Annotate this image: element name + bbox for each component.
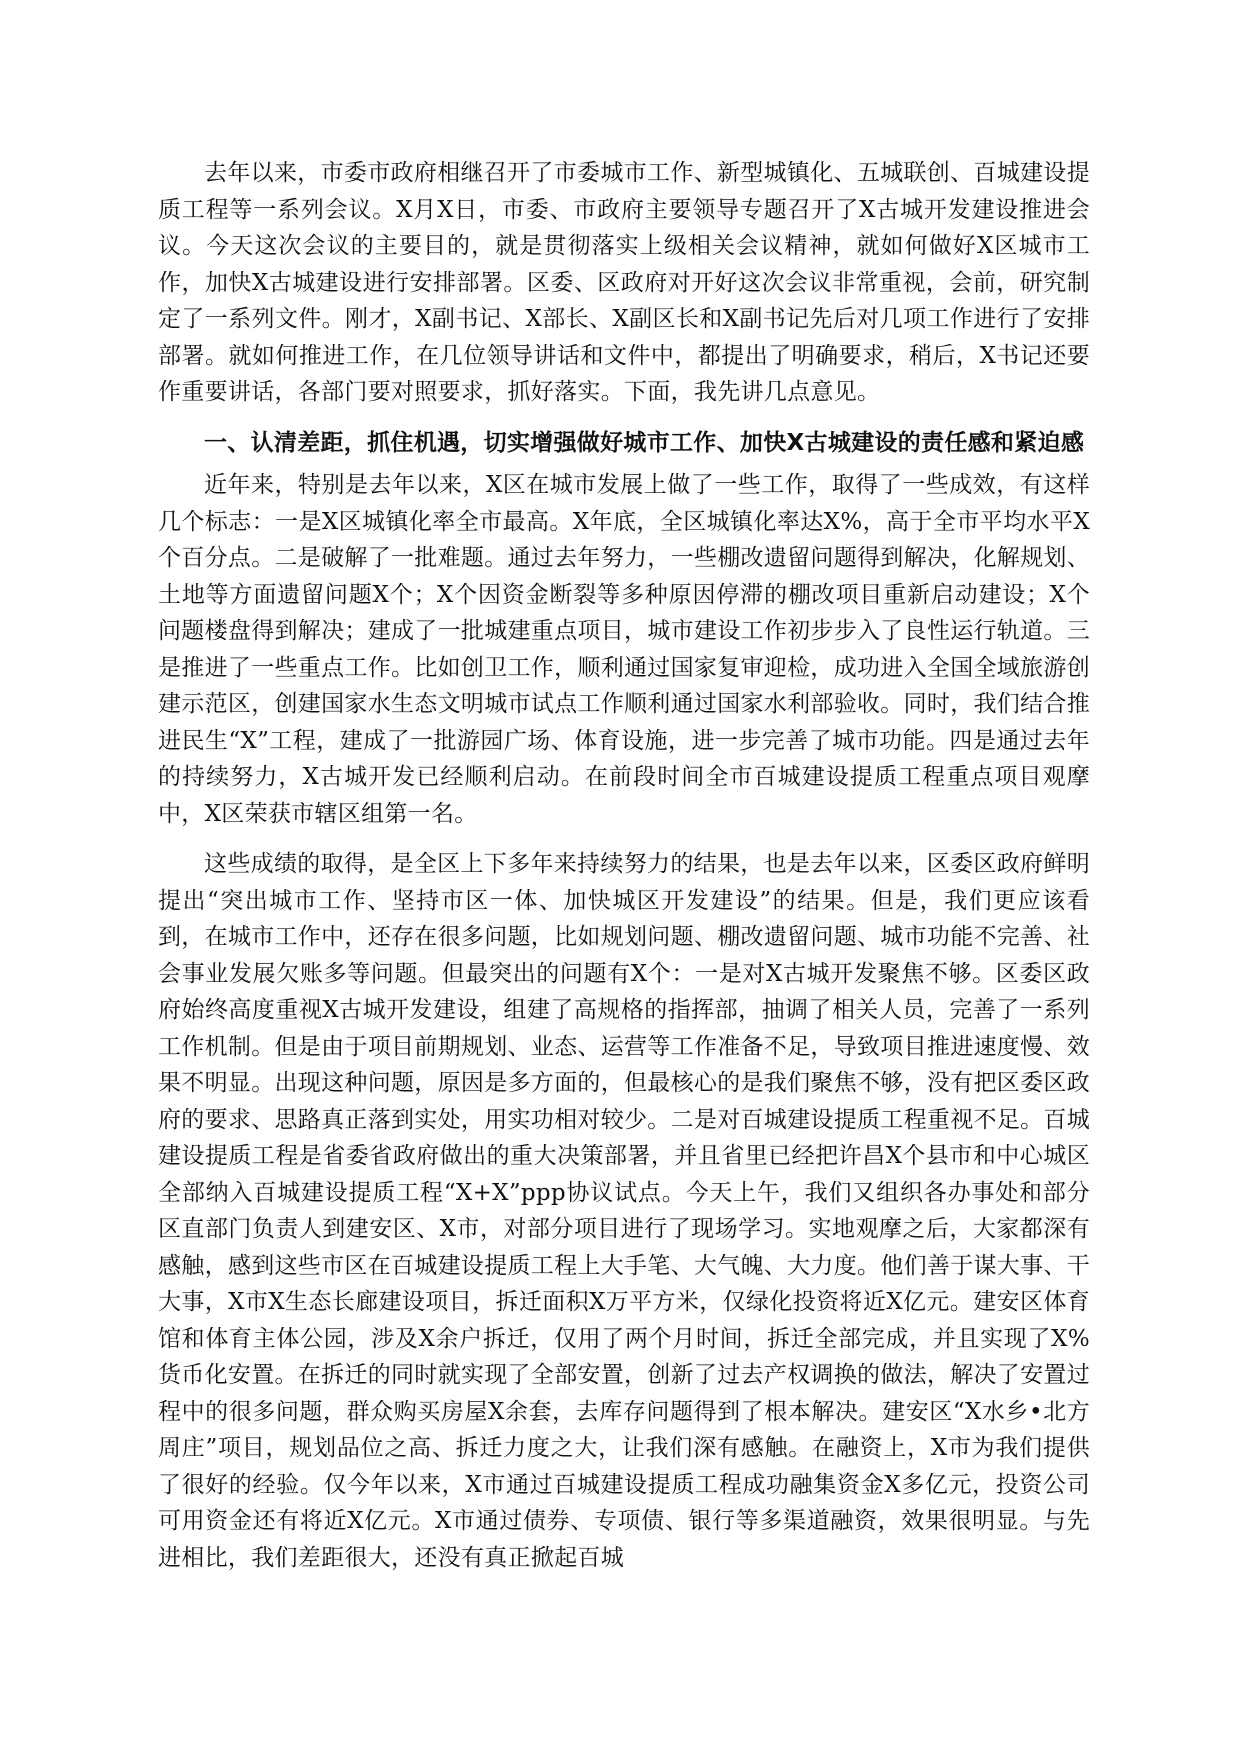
section1-paragraph-2: 这些成绩的取得，是全区上下多年来持续努力的结果，也是去年以来，区委区政府鲜明提出“突出城市工作、坚持市区一体、加快城区开发建设”的结果。但是，我们更应该看到，在城市工作中，还存在很多问题，比如规划问题、棚改遗留问题、城市功能不完善、社会事业发展欠账多等问题。但最突出的问题有X个：一是对X古城开发聚焦不够。区委区政府始终高度重视X古城开发建设，组建了高规格的指挥部，抽调了相关人员，完善了一系列工作机制。但是由于项目前期规划、业态、运营等工作准备不足，导致项目推进速度慢、效果不明显。出现这种问题，原因是多方面的，但最核心的是我们聚焦不够，没有把区委区政府的要求、思路真正落到实处，用实功相对较少。二是对百城建设提质工程重视不足。百城建设提质工程是省委省政府做出的重大决策部署，并且省里已经把许昌X个县市和中心城区全部纳入百城建设提质工程“X+X”ppp协议试点。今天上午，我们又组织各办事处和部分区直部门负责人到建安区、X市，对部分项目进行了现场学习。实地观摩之后，大家都深有感触，感到这些市区在百城建设提质工程上大手笔、大气魄、大力度。他们善于谋大事、干大事，X市X生态长廊建设项目，拆迁面积X万平方米，仅绿化投资将近X亿元。建安区体育馆和体育主体公园，涉及X余户拆迁，仅用了两个月时间，拆迁全部完成，并且实现了X%货币化安置。在拆迁的同时就实现了全部安置，创新了过去产权调换的做法，解决了安置过程中的很多问题，群众购买房屋X余套，去库存问题得到了根本解决。建安区“X水乡•北方周庄”项目，规划品位之高、拆迁力度之大，让我们深有感触。在融资上，X市为我们提供了很好的经验。仅今年以来，X市通过百城建设提质工程成功融集资金X多亿元，投资公司可用资金还有将近X亿元。X市通过债券、专项债、银行等多渠道融资，效果很明显。与先进相比，我们差距很大，还没有真正掀起百城 — [158, 851, 1090, 1571]
section1-paragraph-1: 近年来，特别是去年以来，X区在城市发展上做了一些工作，取得了一些成效，有这样几个标志：一是X区城镇化率全市最高。X年底，全区城镇化率达X%，高于全市平均水平X个百分点。二是破解了一批难题。通过去年努力，一些棚改遗留问题得到解决，化解规划、土地等方面遗留问题X个；X个因资金断裂等多种原因停滞的棚改项目重新启动建设；X个问题楼盘得到解决；建成了一批城建重点项目，城市建设工作初步步入了良性运行轨道。三是推进了一些重点工作。比如创卫工作，顺利通过国家复审迎检，成功进入全国全域旅游创建示范区，创建国家水生态文明城市试点工作顺利通过国家水利部验收。同时，我们结合推进民生“X”工程，建成了一批游园广场、体育设施，进一步完善了城市功能。四是通过去年的持续努力，X古城开发已经顺利启动。在前段时间全市百城建设提质工程重点项目观摩中，X区荣获市辖区组第一名。 — [158, 472, 1090, 827]
intro-paragraph: 去年以来，市委市政府相继召开了市委城市工作、新型城镇化、五城联创、百城建设提质工程等一系列会议。X月X日，市委、市政府主要领导专题召开了X古城开发建设推进会议。今天这次会议的主要目的，就是贯彻落实上级相关会议精神，就如何做好X区城市工作，加快X古城建设进行安排部署。区委、区政府对开好这次会议非常重视，会前，研究制定了一系列文件。刚才，X副书记、X部长、X副区长和X副书记先后对几项工作进行了安排部署。就如何推进工作，在几位领导讲话和文件中，都提出了明确要求，稍后，X书记还要作重要讲话，各部门要对照要求，抓好落实。下面，我先讲几点意见。 — [158, 160, 1090, 405]
section-heading-1: 一、认清差距，抓住机遇，切实增强做好城市工作、加快X古城建设的责任感和紧迫感 — [204, 429, 1085, 456]
